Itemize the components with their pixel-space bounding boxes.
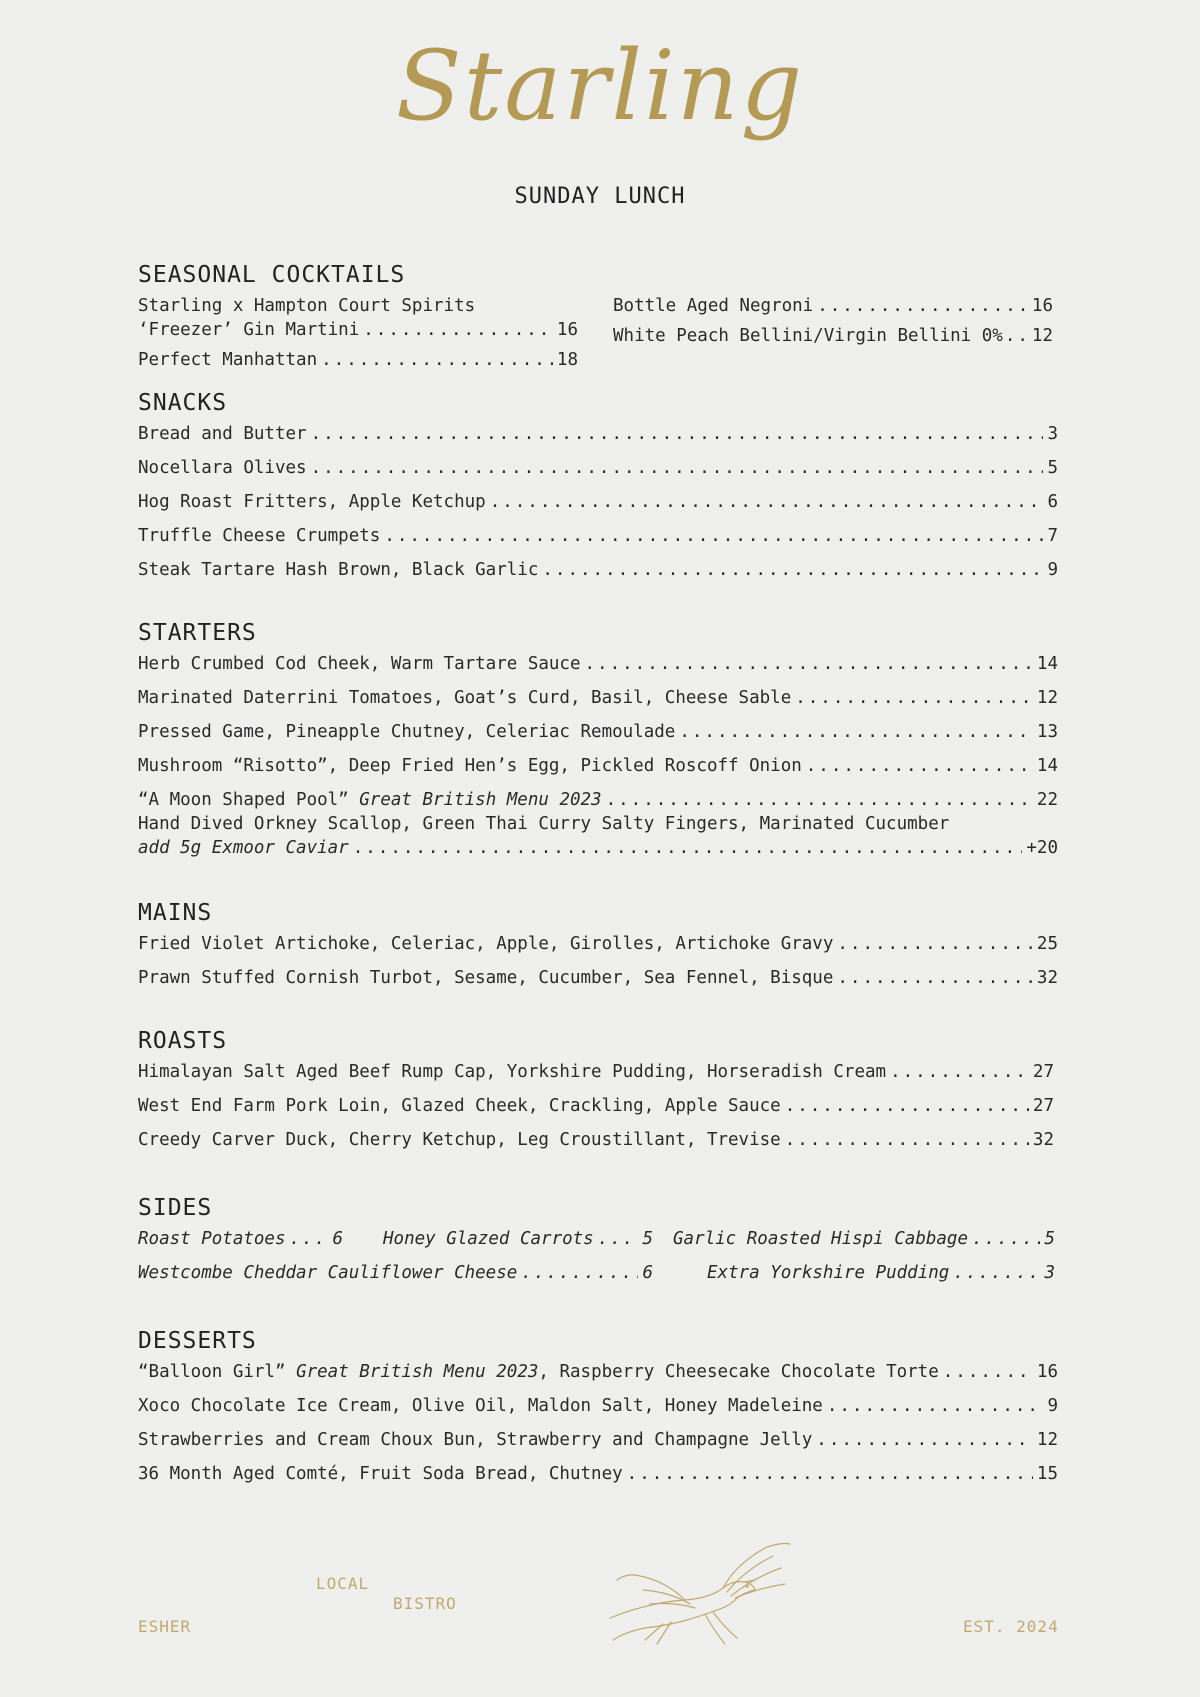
item-name: Pressed Game, Pineapple Chutney, Celeriac Remoulade (138, 722, 676, 742)
item-name: Garlic Roasted Hispi Cabbage (673, 1229, 969, 1249)
item-name: Nocellara Olives (138, 458, 307, 478)
dot-leader (1005, 326, 1030, 346)
section-title-cocktails: SEASONAL COCKTAILS (138, 262, 406, 288)
item-price: 14 (1036, 654, 1058, 674)
dot-leader (827, 1396, 1044, 1416)
menu-item (138, 1362, 1058, 1382)
item-name: Marinated Daterrini Tomatoes, Goat’s Curd, Basil, Cheese Sable (138, 688, 792, 708)
item-price: 7 (1047, 526, 1058, 546)
item-price: 3 (1047, 424, 1058, 444)
item-award: Great British Menu 2023 (359, 790, 602, 810)
dot-leader (585, 654, 1033, 674)
menu-item (138, 424, 1058, 444)
dot-leader (679, 722, 1033, 742)
item-price: 9 (1047, 1396, 1058, 1416)
menu-item (138, 320, 578, 340)
bird-icon (605, 1540, 795, 1650)
dot-leader (321, 350, 553, 370)
dot-leader (795, 688, 1033, 708)
section-title-mains: MAINS (138, 900, 213, 926)
menu-item (138, 722, 1058, 742)
item-name: Bread and Butter (138, 424, 307, 444)
item-addon: add 5g Exmoor Caviar (138, 838, 349, 858)
item-name: Honey Glazed Carrots (383, 1229, 594, 1249)
item-price: 15 (1036, 1464, 1058, 1484)
dot-leader (606, 790, 1033, 810)
dot-leader (521, 1263, 638, 1283)
dot-leader (785, 1130, 1029, 1150)
item-name: Fried Violet Artichoke, Celeriac, Apple, Girolles, Artichoke Gravy (138, 934, 834, 954)
dot-leader (290, 1229, 329, 1249)
menu-item (138, 688, 1058, 708)
dot-leader (311, 424, 1044, 444)
menu-item (673, 1229, 1055, 1249)
menu-item (138, 838, 1058, 858)
item-name: Xoco Chocolate Ice Cream, Olive Oil, Maldon Salt, Honey Madeleine (138, 1396, 823, 1416)
item-name-main: “A Moon Shaped Pool” (138, 790, 349, 810)
menu-subtitle: SUNDAY LUNCH (514, 184, 686, 209)
menu-item (138, 492, 1058, 512)
menu-item (138, 1062, 1054, 1082)
menu-item (138, 968, 1058, 988)
item-price: 9 (1047, 560, 1058, 580)
menu-item (138, 1229, 343, 1249)
item-name-rest: , Raspberry Cheesecake Chocolate Torte (538, 1362, 939, 1382)
item-price: 16 (556, 320, 578, 340)
dot-leader (627, 1464, 1033, 1484)
menu-item (138, 934, 1058, 954)
menu-item (383, 1229, 653, 1249)
dot-leader (837, 968, 1033, 988)
item-name: Hog Roast Fritters, Apple Ketchup (138, 492, 486, 512)
item-name: Steak Tartare Hash Brown, Black Garlic (138, 560, 539, 580)
dot-leader (353, 838, 1023, 858)
section-title-snacks: SNACKS (138, 390, 228, 416)
item-price: 3 (1044, 1263, 1055, 1283)
item-name-main: “Balloon Girl” (138, 1362, 286, 1382)
dot-leader (806, 756, 1033, 776)
menu-item (138, 1430, 1058, 1450)
item-price: 6 (332, 1229, 343, 1249)
menu-item (138, 654, 1058, 674)
dot-leader (542, 560, 1043, 580)
item-price: +20 (1026, 838, 1058, 858)
item-price: 5 (1044, 1229, 1055, 1249)
section-title-starters: STARTERS (138, 620, 257, 646)
menu-item (138, 458, 1058, 478)
item-description: Hand Dived Orkney Scallop, Green Thai Curry Salty Fingers, Marinated Cucumber (138, 814, 950, 834)
item-price: 32 (1036, 968, 1058, 988)
item-name: Perfect Manhattan (138, 350, 318, 370)
item-name: Extra Yorkshire Pudding (707, 1263, 950, 1283)
item-name: Creedy Carver Duck, Cherry Ketchup, Leg Croustillant, Trevise (138, 1130, 781, 1150)
menu-item (138, 756, 1058, 776)
dot-leader (943, 1362, 1033, 1382)
item-price: 27 (1032, 1096, 1054, 1116)
item-price: 12 (1031, 326, 1053, 346)
item-name: Roast Potatoes (138, 1229, 286, 1249)
item-price: 12 (1036, 1430, 1058, 1450)
item-award: Great British Menu 2023 (296, 1362, 539, 1382)
dot-leader (598, 1229, 639, 1249)
dot-leader (363, 320, 553, 340)
item-name: 36 Month Aged Comté, Fruit Soda Bread, Chutney (138, 1464, 623, 1484)
item-name: Westcombe Cheddar Cauliflower Cheese (138, 1263, 518, 1283)
item-price: 13 (1036, 722, 1058, 742)
menu-item (138, 790, 1058, 810)
footer-bistro: BISTRO (393, 1594, 457, 1613)
item-name: Strawberries and Cream Choux Bun, Strawberry and Champagne Jelly (138, 1430, 813, 1450)
item-price: 12 (1036, 688, 1058, 708)
dot-leader (785, 1096, 1029, 1116)
dot-leader (816, 1430, 1033, 1450)
item-name: White Peach Bellini/Virgin Bellini 0% (613, 326, 1003, 346)
item-price: 22 (1036, 790, 1058, 810)
dot-leader (490, 492, 1044, 512)
item-name: ‘Freezer’ Gin Martini (138, 320, 360, 340)
dot-leader (384, 526, 1043, 546)
item-name: Himalayan Salt Aged Beef Rump Cap, Yorkshire Pudding, Horseradish Cream (138, 1062, 887, 1082)
item-price: 6 (642, 1263, 653, 1283)
footer-local: LOCAL (316, 1574, 370, 1593)
dot-leader (837, 934, 1033, 954)
item-name: Prawn Stuffed Cornish Turbot, Sesame, Cucumber, Sea Fennel, Bisque (138, 968, 834, 988)
menu-item (613, 326, 1053, 346)
dot-leader (953, 1263, 1040, 1283)
item-price: 32 (1032, 1130, 1054, 1150)
item-price: 6 (1047, 492, 1058, 512)
menu-item (138, 526, 1058, 546)
menu-item (707, 1263, 1055, 1283)
menu-item (138, 350, 578, 370)
item-price: 5 (1047, 458, 1058, 478)
item-name: Mushroom “Risotto”, Deep Fried Hen’s Egg, Pickled Roscoff Onion (138, 756, 802, 776)
dot-leader (890, 1062, 1029, 1082)
dot-leader (817, 296, 1028, 316)
section-title-roasts: ROASTS (138, 1028, 228, 1054)
menu-item (138, 560, 1058, 580)
item-price: 18 (556, 350, 578, 370)
item-price: 25 (1036, 934, 1058, 954)
item-name (138, 1362, 939, 1382)
menu-item (138, 1464, 1058, 1484)
item-price: 5 (642, 1229, 653, 1249)
footer-established: EST. 2024 (963, 1617, 1059, 1636)
item-name (138, 790, 602, 810)
menu-item (138, 1396, 1058, 1416)
menu-item (138, 1263, 653, 1283)
menu-item (138, 1130, 1054, 1150)
item-price: 16 (1036, 1362, 1058, 1382)
dot-leader (311, 458, 1044, 478)
item-price: 27 (1032, 1062, 1054, 1082)
section-title-desserts: DESSERTS (138, 1328, 257, 1354)
menu-item (613, 296, 1053, 316)
item-price: 14 (1036, 756, 1058, 776)
cocktail-line: Starling x Hampton Court Spirits (138, 296, 476, 316)
section-title-sides: SIDES (138, 1195, 213, 1221)
item-name: West End Farm Pork Loin, Glazed Cheek, Crackling, Apple Sauce (138, 1096, 781, 1116)
item-name: Truffle Cheese Crumpets (138, 526, 381, 546)
footer-location: ESHER (138, 1617, 192, 1636)
logo-wordmark: Starling (395, 30, 805, 142)
menu-item (138, 1096, 1054, 1116)
item-name: Bottle Aged Negroni (613, 296, 814, 316)
dot-leader (972, 1229, 1040, 1249)
item-name: Herb Crumbed Cod Cheek, Warm Tartare Sauce (138, 654, 581, 674)
item-price: 16 (1031, 296, 1053, 316)
